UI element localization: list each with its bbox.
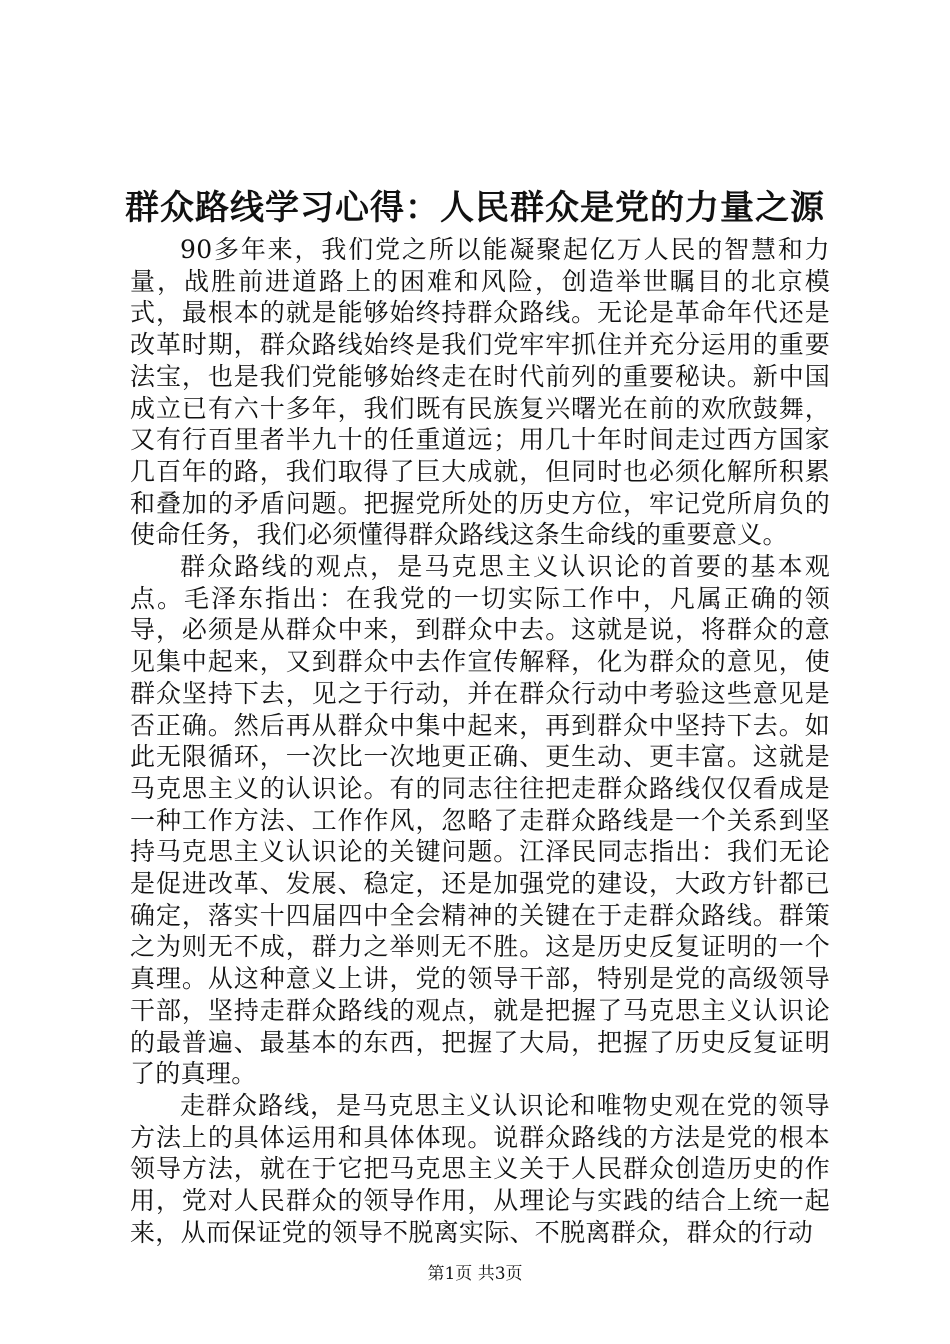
document-body — [130, 234, 830, 1249]
paragraph-1: 90多年来，我们党之所以能凝聚起亿万人民的智慧和力量，战胜前进道路上的困难和风险，创造举世瞩目的北京模式，最根本的就是能够始终持群众路线。无论是革命年代还是改革时期，群众路线始终是我们党牢牢抓住并充分运用的重要法宝，也是我们党能够始终走在时代前列的重要秘诀。新中国成立已有六十多年，我们既有民族复兴曙光在前的欢欣鼓舞，又有行百里者半九十的任重道远；用几十年时间走过西方国家几百年的路，我们取得了巨大成就，但同时也必须化解所积累和叠加的矛盾问题。把握党所处的历史方位，牢记党所肩负的使命任务，我们必须懂得群众路线这条生命线的重要意义。 — [130, 235, 830, 550]
paragraph-2: 群众路线的观点，是马克思主义认识论的首要的基本观点。毛泽东指出：在我党的一切实际工作中，凡属正确的领导，必须是从群众中来，到群众中去。这就是说，将群众的意见集中起来，又到群众中去作宣传解释，化为群众的意见，使群众坚持下去，见之于行动，并在群众行动中考验这些意见是否正确。然后再从群众中集中起来，再到群众中坚持下去。如此无限循环，一次比一次地更正确、更生动、更丰富。这就是马克思主义的认识论。有的同志往往把走群众路线仅仅看成是一种工作方法、工作作风，忽略了走群众路线是一个关系到坚持马克思主义认识论的关键问题。江泽民同志指出：我们无论是促进改革、发展、稳定，还是加强党的建设，大政方针都已确定，落实十四届四中全会精神的关键在于走群众路线。群策之为则无不成，群力之举则无不胜。这是历史反复证明的一个真理。从这种意义上讲，党的领导干部，特别是党的高级领导干部，坚持走群众路线的观点，就是把握了马克思主义认识论的最普遍、最基本的东西，把握了大局，把握了历史反复证明了的真理。 — [130, 552, 830, 1089]
page-number-footer: 第1页 共3页 — [427, 1264, 523, 1284]
document-title: 群众路线学习心得：人民群众是党的力量之源 — [125, 188, 825, 228]
paragraph-3: 走群众路线，是马克思主义认识论和唯物史观在党的领导方法上的具体运用和具体体现。说群众路线的方法是党的根本领导方法，就在于它把马克思主义关于人民群众创造历史的作用，党对人民群众的领导作用，从理论与实践的结合上统一起来，从而保证党的领导不脱离实际、不脱离群众，群众的行动 — [130, 1090, 830, 1247]
